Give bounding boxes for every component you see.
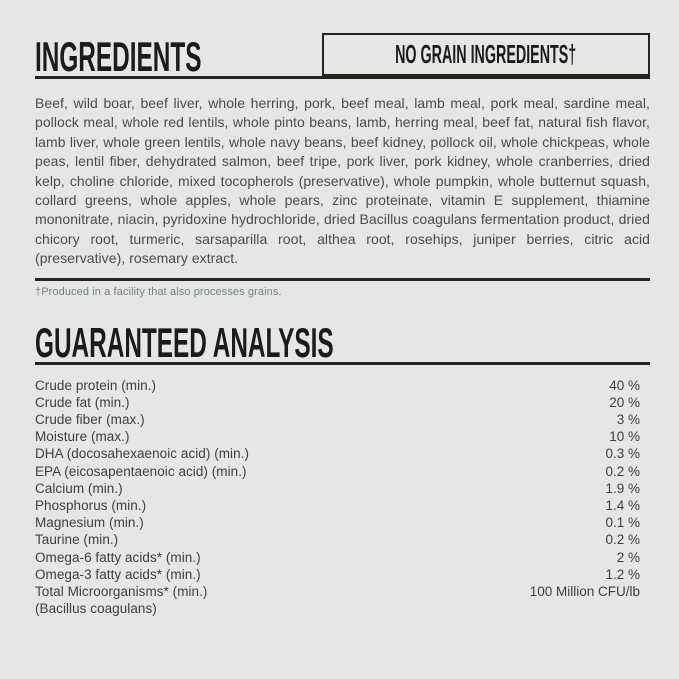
analysis-row-value: 1.9 % xyxy=(605,480,640,496)
analysis-row-label: DHA (docosahexaenoic acid) (min.) xyxy=(35,446,249,462)
analysis-row-label: (Bacillus coagulans) xyxy=(35,601,157,617)
table-row xyxy=(35,514,650,531)
analysis-row-value: 0.2 % xyxy=(605,532,640,548)
ingredients-header xyxy=(35,33,650,79)
analysis-row-value: 2 % xyxy=(616,549,640,565)
analysis-header xyxy=(35,318,650,366)
table-row xyxy=(35,583,650,600)
table-row xyxy=(35,480,650,497)
no-grain-badge xyxy=(322,33,650,76)
analysis-row-value: 1.2 % xyxy=(605,566,640,582)
table-row xyxy=(35,377,650,394)
analysis-row-label: Crude fat (min.) xyxy=(35,394,130,410)
analysis-row-value: 40 % xyxy=(609,377,640,393)
table-row xyxy=(35,566,650,583)
analysis-row-value: 0.3 % xyxy=(605,446,640,462)
analysis-row-label: Magnesium (min.) xyxy=(35,515,144,531)
analysis-title: GUARANTEED ANALYSIS xyxy=(35,318,334,366)
grain-footnote: †Produced in a facility that also processes grains. xyxy=(35,285,282,298)
table-row xyxy=(35,549,650,566)
analysis-row-label: Phosphorus (min.) xyxy=(35,498,147,514)
analysis-row-label: EPA (eicosapentaenoic acid) (min.) xyxy=(35,463,247,479)
analysis-row-value: 1.4 % xyxy=(605,498,640,514)
analysis-table xyxy=(35,377,650,618)
table-row xyxy=(35,497,650,514)
analysis-row-value: 100 Million CFU/lb xyxy=(529,584,640,600)
table-row xyxy=(35,394,650,411)
no-grain-badge-label: NO GRAIN INGREDIENTS† xyxy=(395,39,577,69)
analysis-row-value: 3 % xyxy=(616,412,640,428)
analysis-row-value: 0.1 % xyxy=(605,515,640,531)
ingredients-title: INGREDIENTS xyxy=(35,33,202,80)
analysis-row-label: Omega-3 fatty acids* (min.) xyxy=(35,566,201,582)
analysis-row-value: 0.2 % xyxy=(605,463,640,479)
analysis-row-value: 10 % xyxy=(609,429,640,445)
analysis-row-label: Crude protein (min.) xyxy=(35,377,157,393)
table-row xyxy=(35,445,650,462)
table-row xyxy=(35,428,650,445)
footnote-divider xyxy=(35,278,650,281)
table-row xyxy=(35,463,650,480)
analysis-row-label: Moisture (max.) xyxy=(35,429,130,445)
analysis-row-label: Crude fiber (max.) xyxy=(35,412,145,428)
table-row xyxy=(35,600,650,617)
analysis-row-value: 20 % xyxy=(609,394,640,410)
table-row xyxy=(35,411,650,428)
analysis-row-label: Taurine (min.) xyxy=(35,532,119,548)
ingredients-paragraph: Beef, wild boar, beef liver, whole herring, pork, beef meal, lamb meal, pork meal, sardine meal, pollock meal, whole red lentils, whole pinto beans, lamb, herring meal, beef fat, natural fish flavor, lamb liver, whole green lentils, whole navy beans, beef kidney, pollock oil, whole chickpeas, whole peas, lentil fiber, dehydrated salmon, beef tripe, pork liver, pork kidney, whole cranberries, dried kelp, choline chloride, mixed tocopherols (preservative), whole pumpkin, whole butternut squash, collard greens, whole apples, whole pears, zinc proteinate, vitamin E supplement, thiamine mononitrate, niacin, pyridoxine hydrochloride, dried Bacillus coagulans fermentation product, dried chicory root, turmeric, sarsaparilla root, althea root, rosehips, juniper berries, citric acid (preservative), rosemary extract. xyxy=(35,95,650,267)
analysis-row-label: Calcium (min.) xyxy=(35,480,123,496)
analysis-row-label: Total Microorganisms* (min.) xyxy=(35,584,208,600)
analysis-row-label: Omega-6 fatty acids* (min.) xyxy=(35,549,201,565)
table-row xyxy=(35,531,650,548)
